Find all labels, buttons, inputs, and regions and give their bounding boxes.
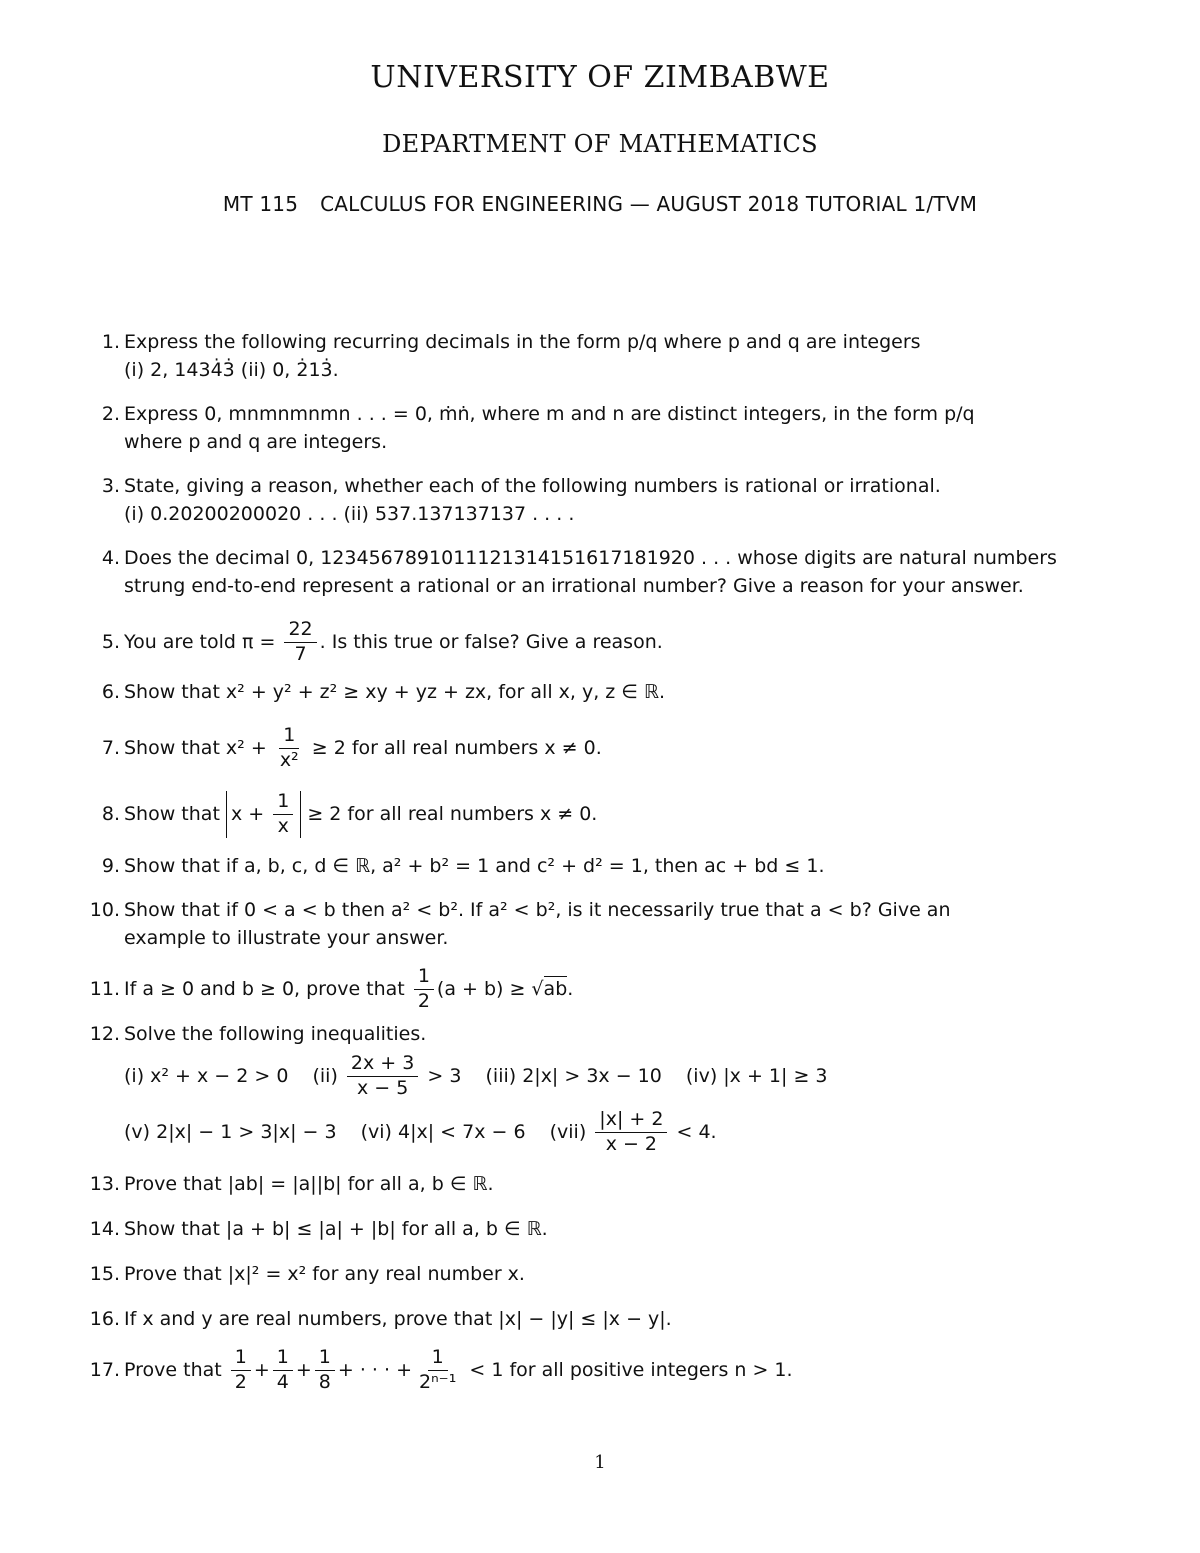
question-text: ≥ 2 for all real numbers x ≠ 0. (307, 803, 598, 825)
question-number: 15. (89, 1263, 120, 1285)
fraction: $\frac{22}{7}$ (284, 619, 316, 666)
question-number: 13. (89, 1173, 120, 1195)
question-text: You are told π = (124, 631, 276, 653)
question-number: 8. (101, 803, 120, 825)
question-text: < 1 for all positive integers n > 1. (469, 1359, 793, 1381)
question-16 (84, 1305, 1064, 1333)
course-code: MT 115 (222, 192, 299, 216)
question-8 (84, 782, 1064, 846)
question-1 (84, 328, 1064, 384)
question-text: If x and y are real numbers, prove that |x| − |y| ≤ |x − y|. (124, 1308, 672, 1330)
page-number: 1 (594, 1452, 606, 1473)
question-text: If a ≥ 0 and b ≥ 0, prove that (124, 978, 405, 1000)
question-text: ≥ 2 for all real numbers x ≠ 0. (311, 737, 602, 759)
question-number: 4. (101, 547, 120, 569)
question-15 (84, 1260, 1064, 1288)
question-7 (84, 720, 1064, 776)
fraction: $\frac{1}{4}$ (273, 1347, 293, 1394)
course-name: CALCULUS FOR ENGINEERING — AUGUST 2018 TUTORIAL 1/TVM (320, 192, 978, 216)
question-10 (84, 896, 1064, 952)
fraction: $\frac{1}{8}$ (315, 1347, 335, 1394)
question-number: 3. (101, 475, 120, 497)
question-text: Show that |a + b| ≤ |a| + |b| for all a, b ∈ ℝ. (124, 1218, 548, 1240)
fraction: $\frac{|x| + 2}{x - 2}$ (595, 1109, 667, 1156)
question-number: 1. (101, 331, 120, 353)
question-text: State, giving a reason, whether each of the following numbers is rational or irrational. (124, 475, 941, 497)
question-number: 14. (89, 1218, 120, 1240)
question-text: (i) 0.20200200020 . . . (ii) 537.137137137 . . . . (124, 503, 575, 525)
fraction: $\frac{1}{\text{2ⁿ⁻¹}}$ (419, 1346, 457, 1393)
question-4 (84, 544, 1064, 600)
question-9 (84, 852, 1064, 880)
question-text: Express 0, mnmnmnmn . . . = 0, ṁṅ, where m and n are distinct integers, in the form p/q (124, 403, 975, 425)
department-title: DEPARTMENT OF MATHEMATICS (382, 130, 818, 158)
question-text: Does the decimal 0, 1234567891011121314151617181920 . . . whose digits are natural numbers (124, 547, 1057, 569)
fraction: $\frac{1}{x}$ (273, 791, 293, 838)
question-number: 6. (101, 681, 120, 703)
course-title (0, 192, 1200, 216)
question-3 (84, 472, 1064, 528)
fraction: $\frac{1}{2}$ (231, 1347, 251, 1394)
absolute-value: x + $\frac{1}{x}$ (226, 791, 301, 838)
inequality-row-2: (v) 2|x| − 1 > 3|x| − 3 (vi) 4|x| < 7x − 6 (vii) $\frac{|x| + 2}{x - 2}$ < 4. (124, 1108, 717, 1155)
question-text: Show that x² + y² + z² ≥ xy + yz + zx, for all x, y, z ∈ ℝ. (124, 681, 665, 703)
question-text: Show that if a, b, c, d ∈ ℝ, a² + b² = 1 and c² + d² = 1, then ac + bd ≤ 1. (124, 855, 825, 877)
question-text: Show that if 0 < a < b then a² < b². If a² < b², is it necessarily true that a < b? Give an (124, 899, 951, 921)
question-number: 7. (101, 737, 120, 759)
question-list (84, 328, 1064, 1399)
question-text: Prove that |x|² = x² for any real number x. (124, 1263, 525, 1285)
question-5 (84, 614, 1064, 670)
question-number: 12. (89, 1023, 120, 1045)
question-text: Show that x² + (124, 737, 267, 759)
question-2 (84, 400, 1064, 456)
question-number: 9. (101, 855, 120, 877)
question-number: 11. (89, 978, 120, 1000)
fraction: $\frac{1}{2}$ (414, 966, 434, 1013)
question-13 (84, 1170, 1064, 1198)
question-text: strung end-to-end represent a rational or an irrational number? Give a reason for your answer. (124, 575, 1024, 597)
question-text: Prove that |ab| = |a||b| for all a, b ∈ ℝ. (124, 1173, 494, 1195)
sqrt-radicand: ab (543, 978, 568, 1000)
question-6 (84, 678, 1064, 706)
fraction: $\frac{2x + 3}{x - 5}$ (347, 1053, 418, 1100)
question-number: 17. (89, 1359, 120, 1381)
question-17: 17. Prove that $\frac{1}{2}$ + $\frac{1}{4}$ + $\frac{1}{8}$ + · · · + $\frac{1}{\text{2ⁿ⁻¹}}$ < 1 for all positive integers n > 1. (84, 1341, 1064, 1399)
question-text: Solve the following inequalities. (124, 1023, 427, 1045)
question-text: example to illustrate your answer. (124, 927, 449, 949)
question-text: Show that (124, 803, 220, 825)
question-text: (a + b) ≥ √ (436, 978, 544, 1000)
question-number: 2. (101, 403, 120, 425)
question-text: Express the following recurring decimals in the form p/q where p and q are integers (124, 331, 921, 353)
question-text: where p and q are integers. (124, 431, 388, 453)
fraction: $\frac{1}{\text{x²}}$ (279, 724, 299, 771)
question-number: 10. (89, 899, 120, 921)
question-number: 5. (101, 631, 120, 653)
university-title: UNIVERSITY OF ZIMBABWE (370, 60, 830, 95)
question-11: 11. If a ≥ 0 and b ≥ 0, prove that $\frac{1}{2}$ (a + b) ≥ √ab. (84, 960, 1064, 1018)
question-text: . Is this true or false? Give a reason. (319, 631, 663, 653)
question-number: 16. (89, 1308, 120, 1330)
inequality-row-1: (i) x² + x − 2 > 0 (ii) $\frac{2x + 3}{x - 5}$ > 3 (iii) 2|x| > 3x − 10 (iv) |x + 1| ≥ 3 (124, 1052, 828, 1099)
question-text: (i) 2, 1434̇3̇ (ii) 0, 2̇13̇. (124, 359, 339, 381)
question-14 (84, 1215, 1064, 1243)
question-12 (84, 1020, 1064, 1160)
question-text: Prove that (124, 1359, 222, 1381)
